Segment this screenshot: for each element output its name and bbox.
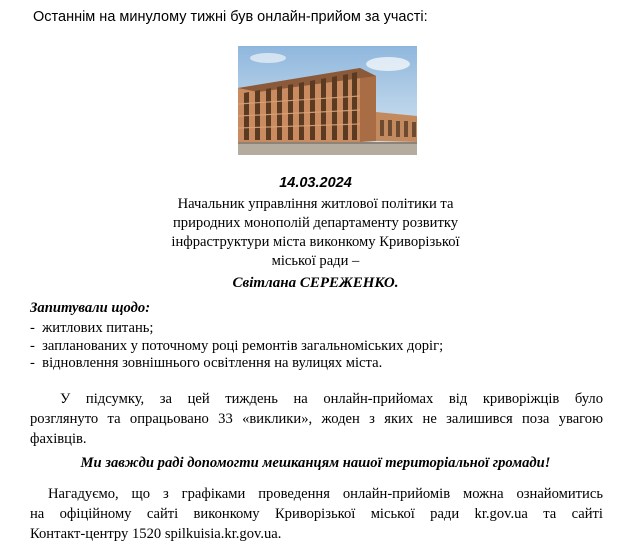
summary-line: розглянуто та опрацьовано 33 «виклики», жоден з яких не залишився поза увагою — [30, 411, 603, 427]
official-position — [0, 195, 631, 271]
intro-text: Останнім на минулому тижні був онлайн-прийом за участі: — [33, 9, 428, 25]
reminder-line: на офіційному сайті виконкому Криворізької міської ради kr.gov.ua та сайті — [30, 506, 603, 522]
building-photo — [238, 46, 417, 155]
reminder-line: Нагадуємо, що з графіками проведення онлайн-прийомів можна ознайомитись — [48, 486, 603, 502]
list-item: - відновлення зовнішнього освітлення на вулицях міста. — [30, 355, 383, 371]
motto: Ми завжди раді допомогти мешканцям нашої територіальної громади! — [80, 455, 551, 471]
questions-list — [30, 320, 443, 373]
position-line: міської ради – — [271, 253, 360, 269]
position-line: інфраструктури міста виконкому Криворізької — [171, 234, 460, 250]
date: 14.03.2024 — [279, 175, 352, 191]
position-line: Начальник управління житлової політики та — [177, 196, 454, 212]
position-line: природних монополій департаменту розвитку — [172, 215, 459, 231]
list-item: - запланованих у поточному році ремонтів загальноміських доріг; — [30, 337, 444, 354]
summary-line: фахівців. — [30, 431, 87, 447]
reminder-line: Контакт-центру 1520 spilkuisia.kr.gov.ua. — [30, 526, 282, 542]
official-name: Світлана СЕРЕЖЕНКО. — [232, 275, 399, 291]
list-item: - житлових питань; — [30, 320, 154, 336]
questions-heading: Запитували щодо: — [30, 300, 151, 316]
summary-line: У підсумку, за цей тиждень на онлайн-прийомах від криворіжців було — [60, 391, 603, 407]
